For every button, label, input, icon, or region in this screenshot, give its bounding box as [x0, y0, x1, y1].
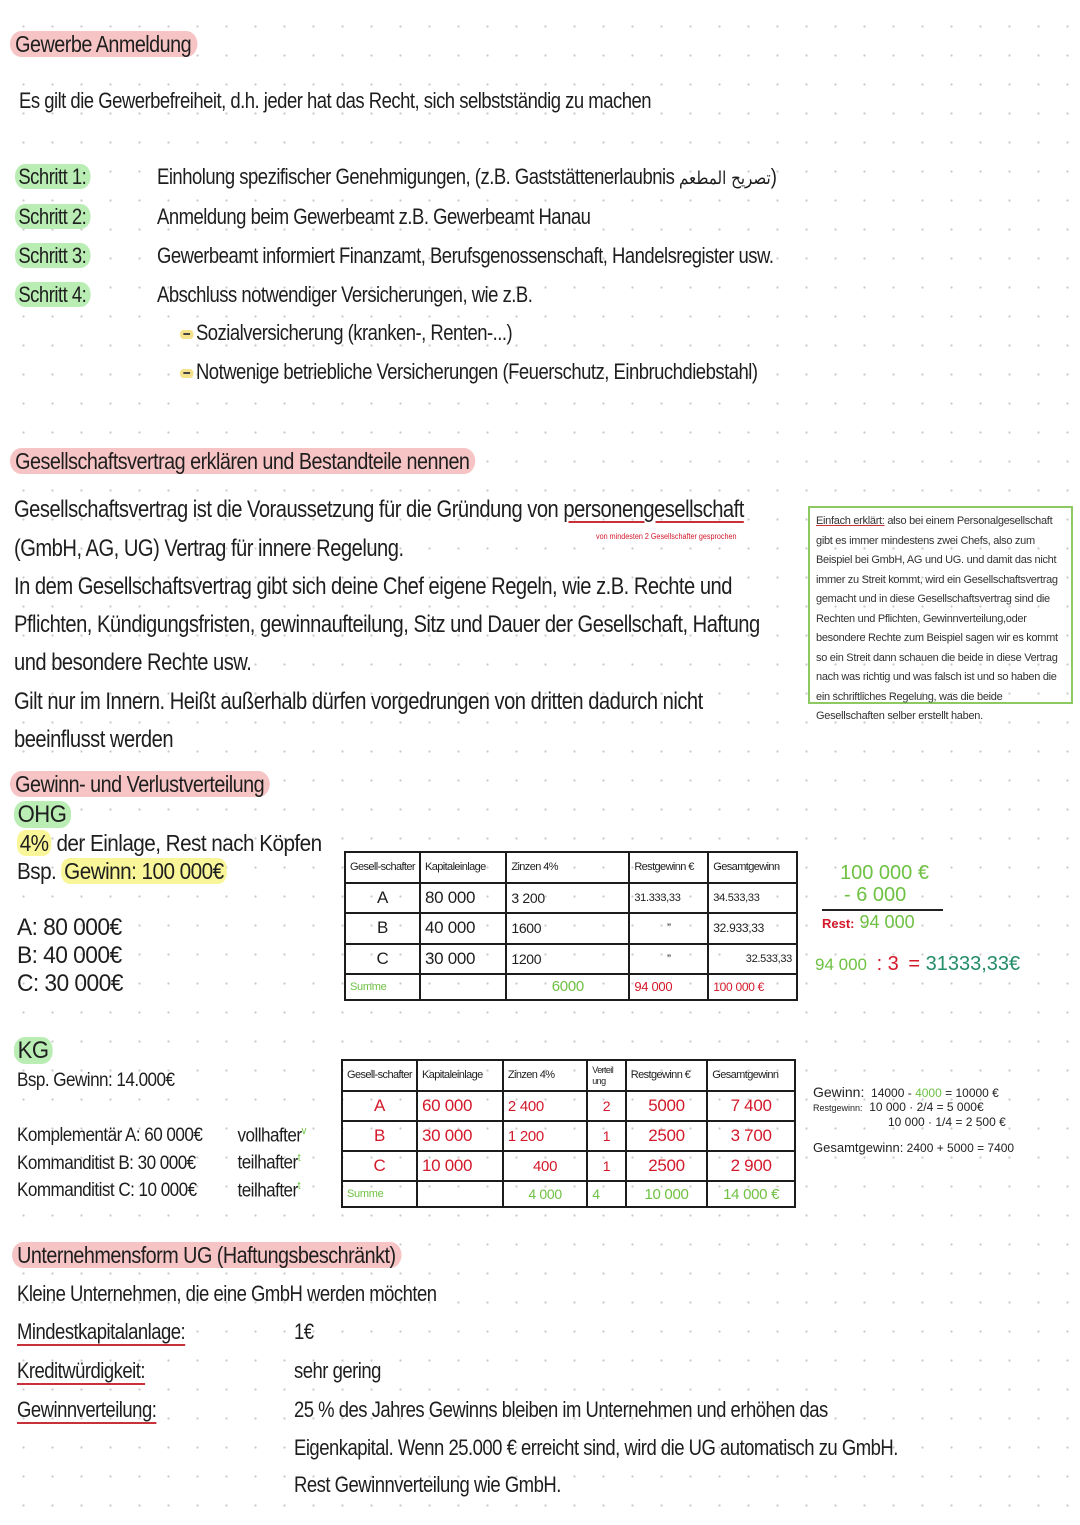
- paragraph-line: (GmbH, AG, UG) Vertrag für innere Regelung.: [14, 535, 404, 562]
- ohg-calc-line1: 100 000 €: [840, 862, 929, 884]
- ug-value-continued: Eigenkapital. Wenn 25.000 € erreicht sind, wird die UG automatisch zu GmbH.: [294, 1435, 898, 1460]
- ug-value-mindestkapital: 1€: [294, 1319, 314, 1344]
- section-title-gewerbe-anmeldung: Gewerbe Anmeldung: [10, 31, 197, 58]
- dash-bullet-icon: [180, 330, 193, 339]
- step-1-label: Schritt 1:: [15, 164, 90, 190]
- arabic-note: تصريح المطعم: [678, 168, 771, 189]
- ug-label-mindestkapital: Mindestkapitalanlage:: [17, 1319, 186, 1344]
- kg-partners: [17, 1120, 306, 1202]
- ohg-calc-rest: Rest: 94 000: [822, 912, 915, 932]
- table-sum-row: Summe 6000 94 000 100 000 €: [345, 974, 797, 1000]
- paragraph-line: Gilt nur im Innern. Heißt außerhalb dürfen vorgedrungen von dritten dadurch nicht: [14, 688, 703, 715]
- step-4-label: Schritt 4:: [15, 282, 90, 308]
- table-row: B 30 000 1 200 1 2500 3 700: [342, 1121, 795, 1151]
- intro-text: Es gilt die Gewerbefreiheit, d.h. jeder hat das Recht, sich selbstständig zu machen: [19, 88, 652, 113]
- kg-table: Gesell-schafter Kapitaleinlage Zinzen 4% Verteil ung Restgewinn € Gesamtgewinn A 60 000 2 400 2 5000 7 400 B 30 000 1 200 1 2500 3 700 C 10 000 400 1 2500 2 900 Summe 4 000 4 10 000 14 000 €: [341, 1059, 796, 1208]
- section-title-gesellschaftsvertrag: Gesellschaftsvertrag erklären und Bestandteile nennen: [10, 448, 475, 475]
- ohg-label: OHG: [14, 801, 71, 829]
- bullet-item: Notwenige betriebliche Versicherungen (Feuerschutz, Einbruchdiebstahl): [180, 359, 758, 385]
- ug-label-kreditwuerdigkeit: Kreditwürdigkeit:: [17, 1358, 146, 1383]
- kg-partner: Kommanditist C: 10 000€ teilhafter$^t$: [17, 1179, 300, 1201]
- kg-example: Bsp. Gewinn: 14.000€: [17, 1070, 175, 1091]
- ug-value-gewinnverteilung: 25 % des Jahres Gewinns bleiben im Unternehmen und erhöhen das: [294, 1397, 828, 1422]
- paragraph-line: In dem Gesellschaftsvertrag gibt sich deine Chef eigene Regeln, wie z.B. Rechte und: [14, 573, 732, 600]
- step-3-text: Gewerbeamt informiert Finanzamt, Berufsgenossenschaft, Handelsregister usw.: [157, 243, 774, 268]
- kg-calc: Gewinn: 14000 - 4000 = 10000 € Restgewinn: 10 000 · 2/4 = 5 000€ 10 000 · 1/4 = 2 500 € Gesamtgewinn: 2400 + 5000 = 7400: [813, 1084, 1015, 1155]
- table-sum-row: Summe 4 000 4 10 000 14 000 €: [342, 1181, 795, 1207]
- ug-intro: Kleine Unternehmen, die eine GmbH werden möchten: [17, 1281, 437, 1306]
- step-3-label: Schritt 3:: [15, 243, 90, 269]
- ohg-rule: 4% der Einlage, Rest nach Köpfen: [17, 830, 322, 857]
- calc-divider: [822, 909, 943, 911]
- section-title-ug: Unternehmensform UG (Haftungsbeschränkt): [12, 1242, 402, 1269]
- section-title-gewinnverteilung: Gewinn- und Verlustverteilung: [10, 771, 270, 798]
- table-row: C 10 000 400 1 2500 2 900: [342, 1151, 795, 1181]
- step-2-text: Anmeldung beim Gewerbeamt z.B. Gewerbeamt Hanau: [157, 204, 591, 229]
- ug-label-gewinnverteilung: Gewinnverteilung:: [17, 1397, 157, 1422]
- paragraph-line: Gesellschaftsvertrag ist die Voraussetzung für die Gründung von personengesellschaft: [14, 496, 744, 523]
- underlined-term: personengesellschaft: [563, 496, 744, 523]
- ohg-table: Gesell-schafter Kapitaleinlage Zinzen 4% Restgewinn € Gesamtgewinn A 80 000 3 200 31.333,33 34.533,33 B 40 000 1600 ” 32.933,33 C 30 000 1200 ” 32.533,33 Summe 6000 94 000 100 000 €: [344, 851, 798, 1001]
- kg-partner: Kommanditist B: 30 000€ teilhafter$^t$: [17, 1152, 300, 1174]
- table-row: C 30 000 1200 ” 32.533,33: [345, 944, 797, 974]
- step-1-text: Einholung spezifischer Genehmigungen, (z.B. Gaststättenerlaubnis تصريح المطعم): [157, 164, 777, 189]
- explanation-label: Einfach erklärt:: [816, 515, 885, 527]
- explanation-box: [808, 506, 1073, 722]
- step-2-label: Schritt 2:: [15, 204, 90, 230]
- kg-label: KG: [14, 1037, 53, 1065]
- paragraph-line: Pflichten, Kündigungsfristen, gewinnaufteilung, Sitz und Dauer der Gesellschaft, Haftung: [14, 611, 760, 638]
- dash-bullet-icon: [180, 369, 193, 378]
- ohg-calc-line2: - 6 000: [844, 884, 907, 906]
- ohg-example: Bsp. Gewinn: 100 000€: [17, 858, 226, 885]
- kg-partner: Komplementär A: 60 000€ vollhafter$^v$: [17, 1125, 306, 1147]
- ohg-calc-division: 94 000 : 3 = 31333,33€: [815, 953, 1021, 975]
- table-row: B 40 000 1600 ” 32.933,33: [345, 913, 797, 943]
- explanation-text: also bei einem Personalgesellschaft gibt es immer mindestens zwei Chefs, also zum Beispiel bei GmbH, AG und UG. und damit das nicht immer zu Streit kommt, wird ein Gesellschaftsvertrag gemacht und in diese Gesellschaftsvertrag sind die Rechten und Pflichten, Gewinnverteilung,oder besondere Rechte zum Beispiel sagen wir es kommt so ein Streit dann schauen die beide in diese Vertrag nach was richtig und was falsch ist und so haben die ein schriftliches Regelung, was die beide Gesellschaften selber erstellt haben.: [816, 515, 1058, 722]
- margin-annotation: von mindesten 2 Gesellschafter gesprochen: [596, 532, 737, 541]
- table-row: A 80 000 3 200 31.333,33 34.533,33: [345, 883, 797, 913]
- table-row: A 60 000 2 400 2 5000 7 400: [342, 1091, 795, 1121]
- step-4-text: Abschluss notwendiger Versicherungen, wie z.B.: [157, 282, 533, 307]
- bullet-item: Sozialversicherung (kranken-, Renten-...): [180, 320, 512, 346]
- paragraph-line: und besondere Rechte usw.: [14, 649, 252, 676]
- paragraph-line: beeinflusst werden: [14, 726, 174, 753]
- ug-value-continued: Rest Gewinnverteilung wie GmbH.: [294, 1472, 561, 1497]
- ug-value-kreditwuerdigkeit: sehr gering: [294, 1358, 381, 1383]
- ohg-partners: A: 80 000€ B: 40 000€ C: 30 000€: [17, 914, 123, 997]
